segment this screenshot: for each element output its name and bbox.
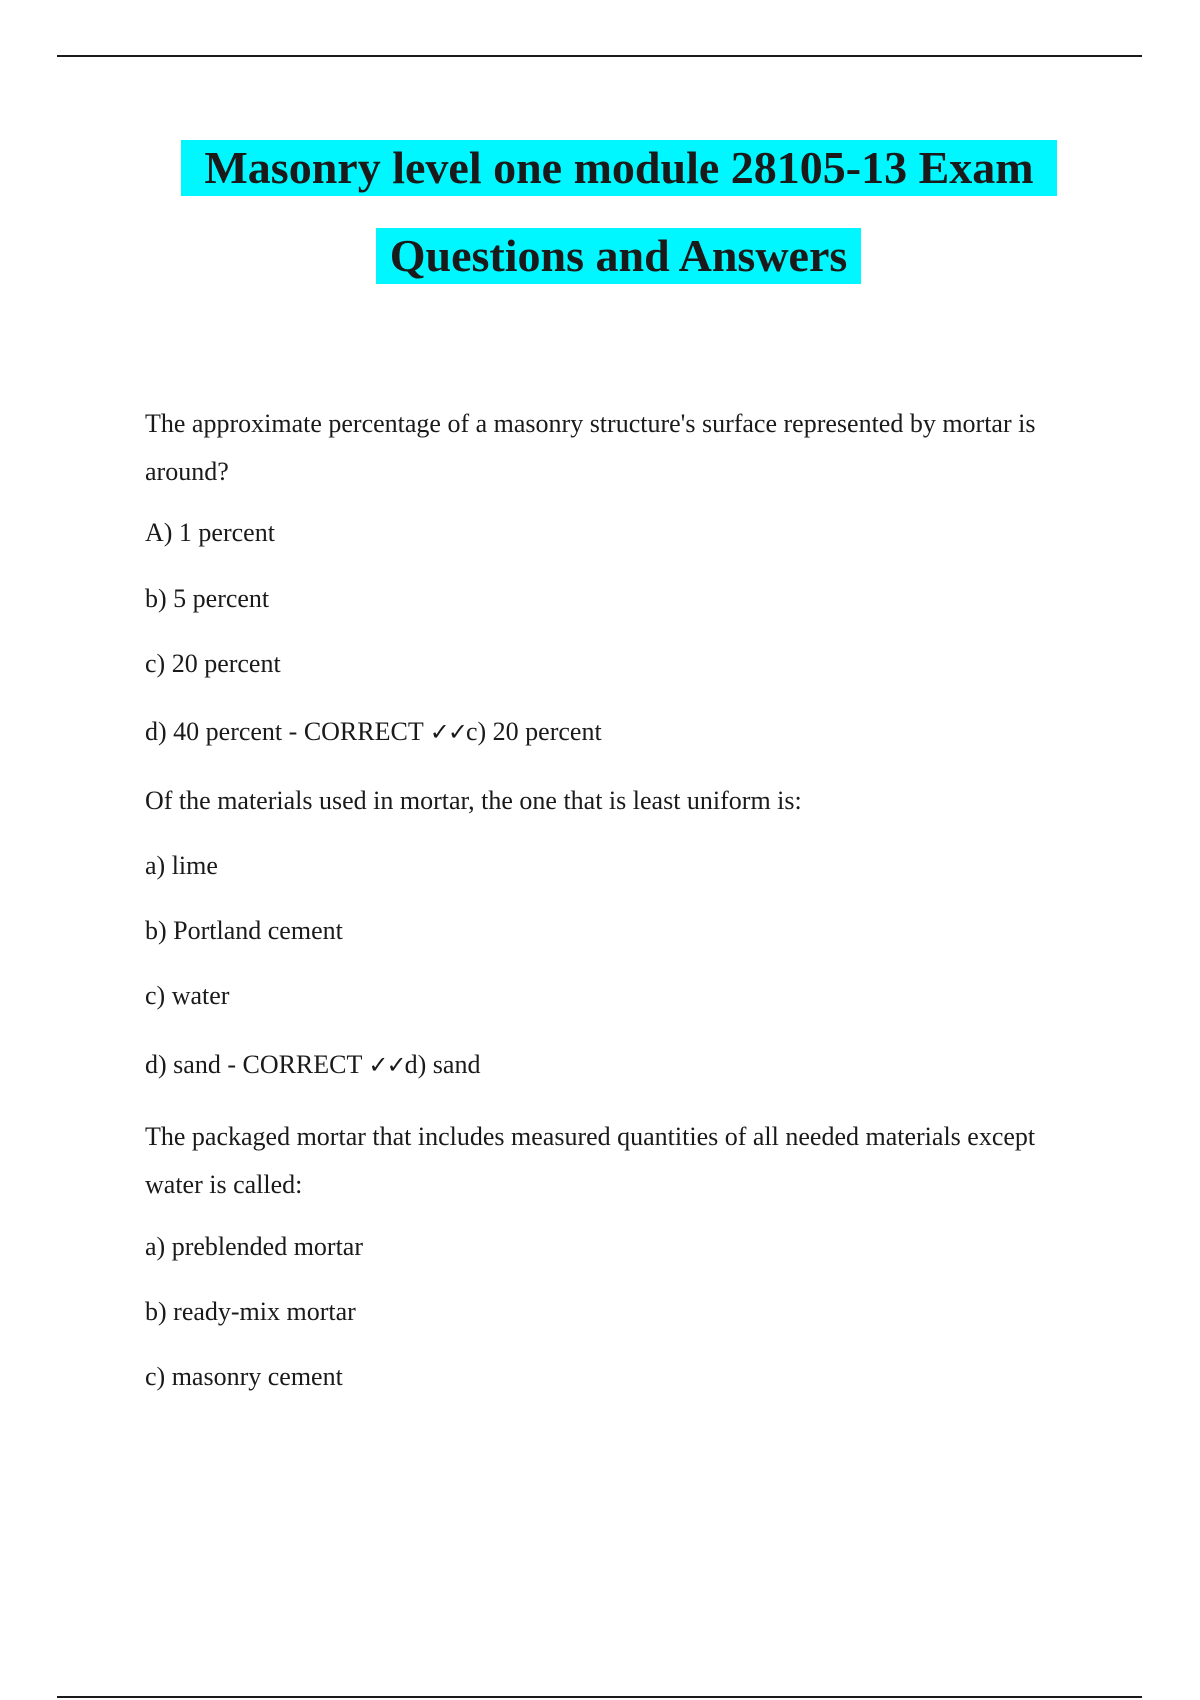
check-icon: ✓✓ <box>429 718 466 746</box>
question-2-option-d: d) sand - CORRECT <box>145 1050 369 1079</box>
header-rule <box>57 55 1142 57</box>
question-2-option-c: c) water <box>145 981 230 1010</box>
question-2-option-b: b) Portland cement <box>145 916 343 945</box>
question-1-option-b: b) 5 percent <box>145 584 270 613</box>
question-2-answer-line <box>145 1050 480 1080</box>
title-line-2: Questions and Answers <box>376 228 861 284</box>
question-2-text: Of the materials used in mortar, the one that is least uniform is: <box>145 786 802 815</box>
question-1-text: The approximate percentage of a masonry structure's surface represented by mortar is around? <box>145 409 1036 486</box>
question-3-text: The packaged mortar that includes measured quantities of all needed materials except water is called: <box>145 1122 1036 1199</box>
question-3-option-a: a) preblended mortar <box>145 1232 364 1261</box>
question-3-option-b: b) ready-mix mortar <box>145 1297 356 1326</box>
footer-rule <box>57 1696 1142 1698</box>
question-3-option-c: c) masonry cement <box>145 1362 343 1391</box>
question-2-correct-answer: d) sand <box>404 1050 481 1079</box>
question-1-option-c: c) 20 percent <box>145 649 281 678</box>
question-1-correct-answer: c) 20 percent <box>465 717 602 746</box>
question-1-option-d: d) 40 percent - CORRECT <box>145 717 430 746</box>
question-1-answer-line <box>145 717 602 747</box>
question-2-option-a: a) lime <box>145 851 218 880</box>
check-icon: ✓✓ <box>368 1051 405 1079</box>
question-1-option-a: A) 1 percent <box>145 518 275 547</box>
title-line-1: Masonry level one module 28105-13 Exam <box>181 140 1057 196</box>
